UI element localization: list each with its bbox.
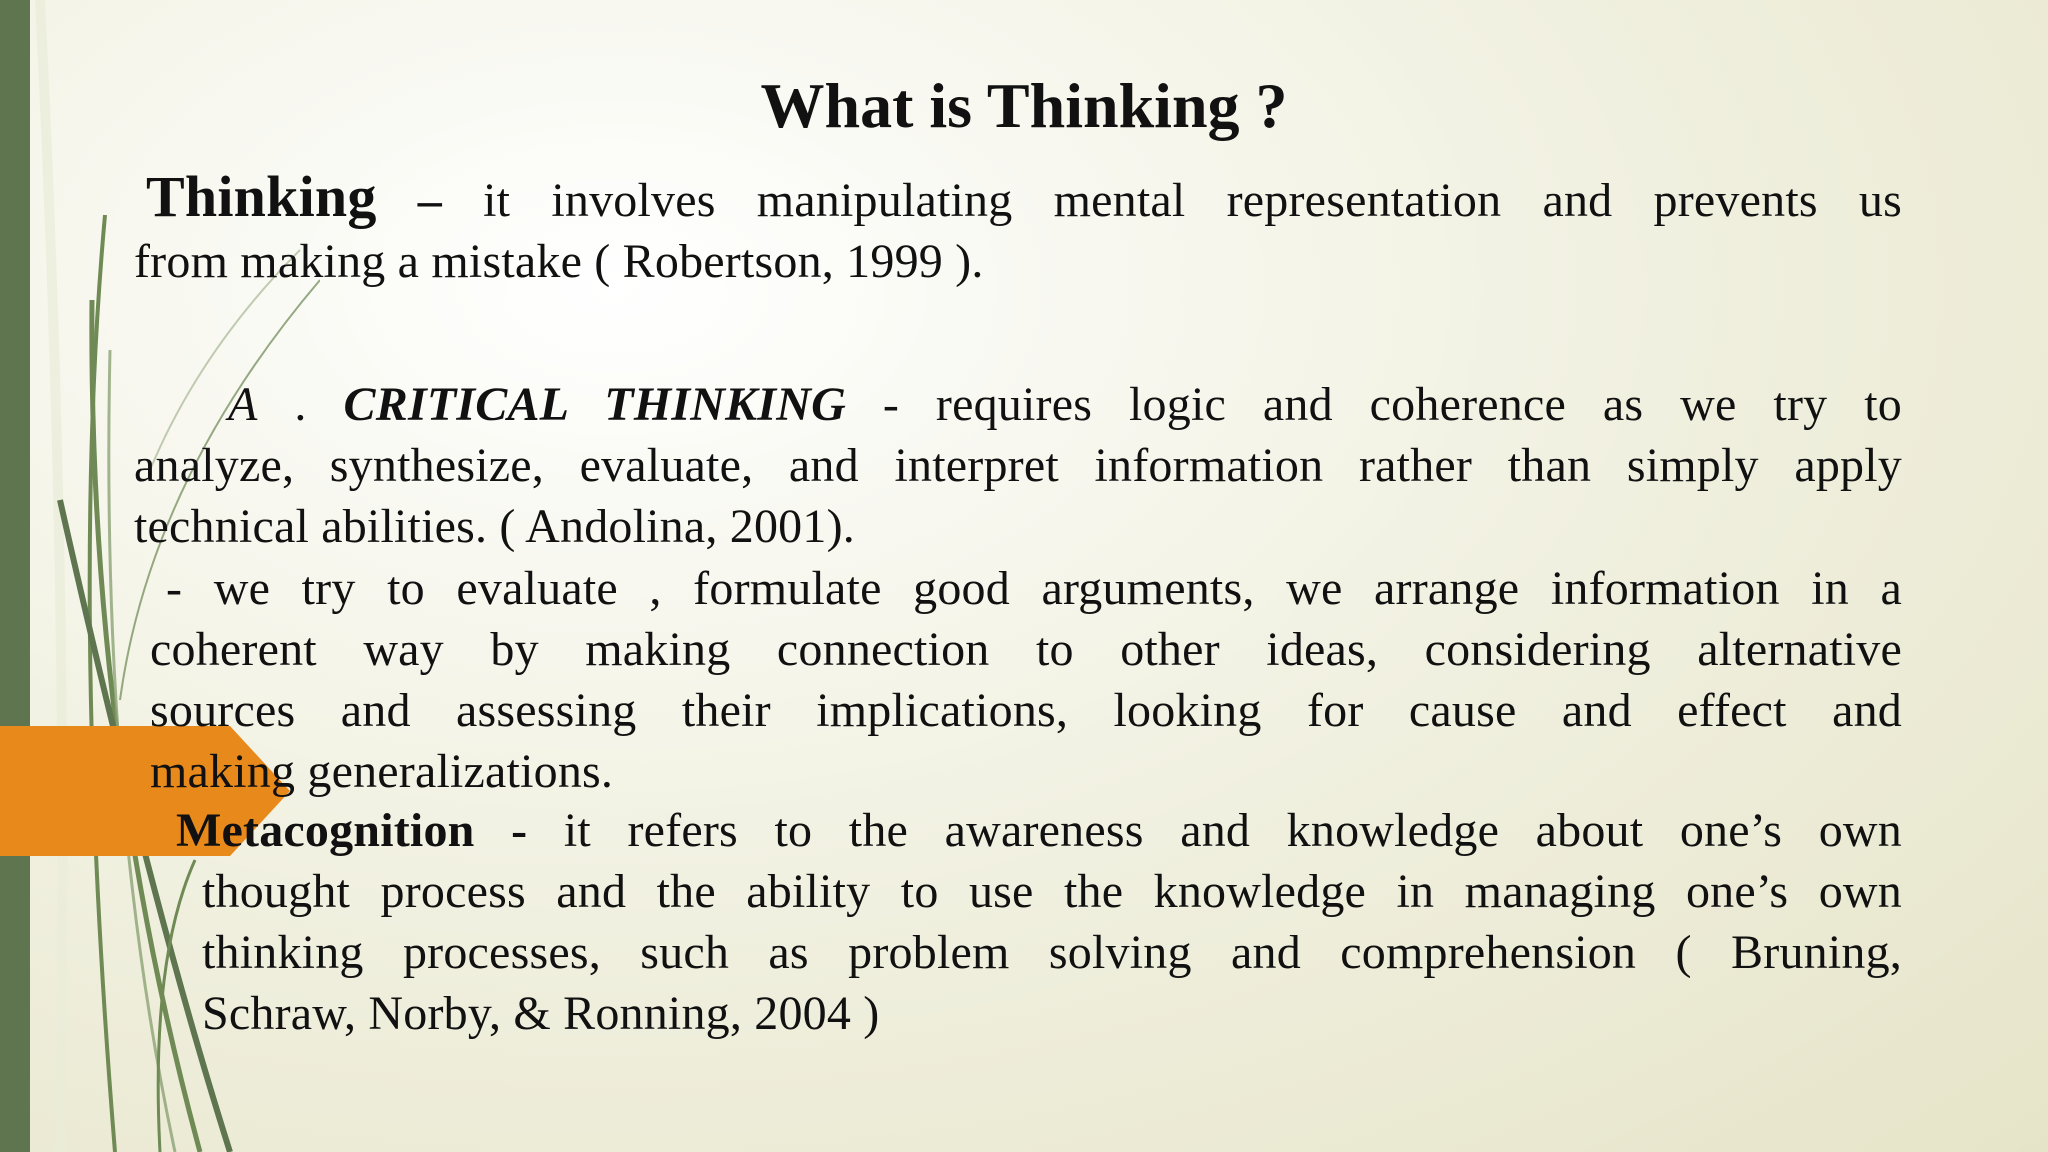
critical-thinking-definition: A . CRITICAL THINKING - requires logic and coherence as we try to analyze, synthesize, evaluate, and interpret information rather than simply apply technical abilities. ( Andolina, 2001). [134,378,1902,553]
metacognition-definition: Metacognition - it refers to the awareness and knowledge about one’s own thought process and the ability to use the knowledge in managing one’s own thinking processes, such as problem solving and comprehension ( Bruning, Schraw, Norby, & Ronning, 2004 ) [176,804,1902,1040]
thinking-definition: Thinking – it involves manipulating mental representation and prevents us from making a mistake ( Robertson, 1999 ). [134,164,1902,288]
metacognition-term: Metacognition [176,804,475,857]
critical-thinking-details: - we try to evaluate , formulate good arguments, we arrange information in a coherent way by making connection to other ideas, considering alternative sources and assessing their implications, looking for cause and effect and making generalizations. [150,562,1902,798]
slide-title: What is Thinking ? [760,70,1288,141]
critical-thinking-term: CRITICAL THINKING [343,378,846,431]
thinking-term: Thinking [146,164,377,229]
